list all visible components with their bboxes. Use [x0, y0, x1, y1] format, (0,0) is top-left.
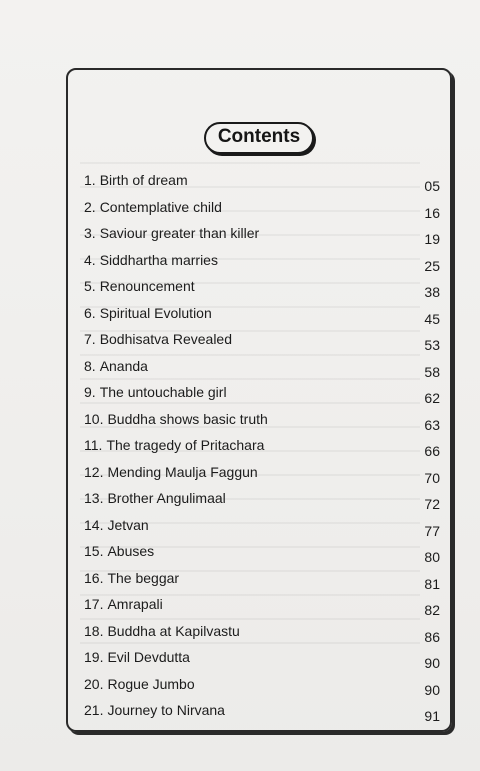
toc-number: 7. [84, 331, 96, 347]
toc-page-number: 77 [424, 522, 440, 539]
toc-title: Birth of dream [99, 172, 188, 188]
toc-page-number: 38 [424, 284, 440, 300]
toc-number: 4. [84, 251, 96, 268]
toc-entry [84, 172, 440, 199]
toc-number: 16. [84, 569, 104, 586]
toc-entry [84, 384, 440, 411]
toc-title: The beggar [107, 569, 180, 586]
toc-entry [84, 649, 440, 676]
toc-title: Rogue Jumbo [107, 675, 195, 692]
toc-title: Evil Devdutta [107, 649, 190, 665]
toc-title: Ananda [99, 357, 148, 374]
toc-entry [84, 490, 440, 517]
toc-entry [84, 305, 440, 332]
toc-number: 13. [84, 490, 104, 506]
toc-title: Abuses [107, 543, 155, 559]
toc-page-number: 90 [424, 681, 440, 698]
toc-title: Spiritual Evolution [99, 304, 212, 321]
toc-page-number: 80 [424, 549, 440, 565]
toc-entry [84, 570, 440, 597]
toc-title: The untouchable girl [99, 384, 227, 400]
toc-page-number: 91 [424, 708, 440, 724]
toc-number: 3. [84, 225, 96, 241]
toc-title: Jetvan [107, 516, 149, 533]
toc-title: Buddha shows basic truth [107, 410, 268, 427]
toc-title: The tragedy of Pritachara [106, 437, 265, 453]
toc-number: 6. [84, 304, 96, 321]
toc-entry [84, 676, 440, 703]
toc-number: 11. [84, 437, 103, 453]
toc-entry [84, 358, 440, 385]
toc-entry [84, 411, 440, 438]
toc-number: 9. [84, 384, 96, 400]
toc-entry [84, 596, 440, 623]
toc-page-number: 16 [424, 204, 440, 221]
toc-page-number: 66 [424, 443, 440, 459]
toc-page-number: 58 [424, 363, 440, 380]
toc-entry [84, 543, 440, 570]
toc-entry [84, 252, 440, 279]
toc-number: 8. [84, 357, 96, 374]
toc-entry [84, 331, 440, 358]
toc-number: 1. [84, 172, 96, 188]
toc-entry [84, 437, 440, 464]
toc-entry [84, 225, 440, 252]
toc-page-number: 19 [424, 231, 440, 247]
toc-page-number: 72 [424, 496, 440, 512]
toc-entry [84, 199, 440, 226]
toc-number: 2. [84, 198, 96, 215]
toc-title: Saviour greater than killer [99, 225, 260, 241]
toc-title: Renouncement [99, 278, 195, 294]
toc-page-number: 63 [424, 416, 440, 433]
toc-title: Brother Angulimaal [107, 490, 226, 506]
toc-title: Contemplative child [99, 198, 222, 215]
toc-title: Mending Maulja Faggun [107, 463, 258, 480]
toc-number: 10. [84, 410, 104, 427]
toc-number: 19. [84, 649, 104, 665]
toc-number: 17. [84, 596, 104, 612]
toc-number: 20. [84, 675, 104, 692]
toc-entry [84, 464, 440, 491]
toc-title: Journey to Nirvana [107, 702, 225, 718]
toc-number: 21. [84, 702, 104, 718]
toc-page-number: 62 [424, 390, 440, 406]
contents-heading: Contents [204, 122, 314, 154]
table-of-contents [84, 172, 440, 729]
toc-number: 12. [84, 463, 104, 480]
toc-number: 15. [84, 543, 104, 559]
toc-entry [84, 702, 440, 729]
toc-entry [84, 278, 440, 305]
toc-entry [84, 623, 440, 650]
toc-title: Siddhartha marries [99, 251, 218, 268]
contents-frame [66, 68, 452, 732]
toc-title: Amrapali [107, 596, 163, 612]
toc-title: Bodhisatva Revealed [99, 331, 232, 347]
toc-page-number: 05 [424, 178, 440, 194]
toc-number: 14. [84, 516, 104, 533]
heading-wrap [68, 122, 450, 154]
toc-entry [84, 517, 440, 544]
toc-page-number: 70 [424, 469, 440, 486]
toc-title: Buddha at Kapilvastu [107, 622, 240, 639]
toc-page-number: 86 [424, 628, 440, 645]
toc-page-number: 90 [424, 655, 440, 671]
toc-page-number: 45 [424, 310, 440, 327]
toc-page-number: 81 [424, 575, 440, 592]
toc-page-number: 53 [424, 337, 440, 353]
toc-page-number: 82 [424, 602, 440, 618]
toc-number: 5. [84, 278, 96, 294]
toc-page-number: 25 [424, 257, 440, 274]
toc-number: 18. [84, 622, 104, 639]
